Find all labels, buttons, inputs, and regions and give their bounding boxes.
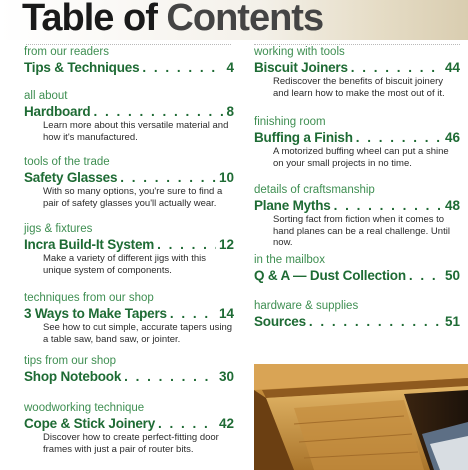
dot-leader	[334, 197, 442, 214]
toc-entry-tips[interactable]	[24, 46, 234, 76]
woodworking-photo	[254, 364, 468, 470]
entry-title[interactable]: Q & A — Dust Collection	[254, 268, 406, 283]
toc-entry-hardboard[interactable]	[24, 90, 234, 143]
entry-heading[interactable]	[254, 267, 460, 284]
toc-entry-incra[interactable]	[24, 223, 234, 276]
entry-heading[interactable]	[24, 59, 234, 76]
entry-category: tools of the trade	[24, 156, 110, 168]
entry-category: tips from our shop	[24, 355, 117, 367]
dot-leader	[158, 415, 216, 432]
dot-leader	[157, 236, 216, 253]
entry-title[interactable]: Cope & Stick Joinery	[24, 416, 156, 431]
dot-leader	[120, 169, 216, 186]
entry-page-number: 51	[444, 314, 460, 329]
toc-entry-cope-stick[interactable]	[24, 402, 234, 455]
entry-page-number: 30	[218, 369, 234, 384]
entry-title[interactable]: Plane Myths	[254, 198, 331, 213]
dot-leader	[309, 313, 442, 330]
right-column-divider	[254, 44, 460, 45]
toc-entry-safety-glasses[interactable]	[24, 156, 234, 209]
entry-category: in the mailbox	[254, 254, 325, 266]
entry-heading[interactable]	[254, 129, 460, 146]
toc-entry-biscuit-joiners[interactable]	[254, 46, 460, 99]
entry-page-number: 10	[218, 170, 234, 185]
entry-page-number: 12	[218, 237, 234, 252]
entry-description: Rediscover the benefits of biscuit joinery and learn how to make the most out of it.	[273, 76, 445, 99]
entry-heading[interactable]	[24, 103, 234, 120]
entry-page-number: 42	[218, 416, 234, 431]
left-column-divider	[26, 44, 231, 45]
entry-category: all about	[24, 90, 68, 102]
entry-category: finishing room	[254, 116, 326, 128]
dot-leader	[93, 103, 223, 120]
entry-page-number: 4	[226, 60, 234, 75]
toc-entry-tapers[interactable]	[24, 292, 234, 345]
entry-title[interactable]: Tips & Techniques	[24, 60, 140, 75]
entry-heading[interactable]	[24, 169, 234, 186]
entry-description: Make a variety of different jigs with this unique system of components.	[43, 253, 206, 276]
entry-title[interactable]: Shop Notebook	[24, 369, 122, 384]
entry-title[interactable]: 3 Ways to Make Tapers	[24, 306, 167, 321]
toc-entry-buffing[interactable]	[254, 116, 460, 169]
entry-page-number: 44	[444, 60, 460, 75]
toc-entry-q-and-a[interactable]	[254, 254, 460, 284]
entry-title[interactable]: Sources	[254, 314, 306, 329]
entry-heading[interactable]	[24, 368, 234, 385]
entry-category: hardware & supplies	[254, 300, 359, 312]
dot-leader	[170, 305, 216, 322]
entry-category: jigs & fixtures	[24, 223, 93, 235]
entry-page-number: 8	[226, 104, 234, 119]
toc-entry-sources[interactable]	[254, 300, 460, 330]
entry-page-number: 14	[218, 306, 234, 321]
entry-title[interactable]: Incra Build-It System	[24, 237, 155, 252]
dot-leader	[142, 59, 223, 76]
dot-leader	[124, 368, 216, 385]
dot-leader	[356, 129, 442, 146]
entry-description: With so many options, you're sure to find a pair of safety glasses you'll actually wear.	[43, 186, 223, 209]
title-part-1: Table of	[22, 0, 167, 39]
entry-heading[interactable]	[24, 415, 234, 432]
toc-entry-plane-myths[interactable]	[254, 184, 460, 249]
entry-category: details of craftsmanship	[254, 184, 375, 196]
entry-title[interactable]: Buffing a Finish	[254, 130, 353, 145]
entry-page-number: 48	[444, 198, 460, 213]
cabinet-door-photo	[254, 364, 468, 470]
toc-entry-shop-notebook[interactable]	[24, 355, 234, 385]
entry-page-number: 50	[444, 268, 460, 283]
entry-heading[interactable]	[254, 59, 460, 76]
entry-heading[interactable]	[24, 305, 234, 322]
entry-title[interactable]: Safety Glasses	[24, 170, 118, 185]
entry-category: woodworking technique	[24, 402, 145, 414]
entry-description: Learn more about this versatile material and how it's manufactured.	[43, 120, 229, 143]
entry-title[interactable]: Biscuit Joiners	[254, 60, 348, 75]
header-banner	[0, 0, 468, 40]
entry-heading[interactable]	[24, 236, 234, 253]
entry-heading[interactable]	[254, 197, 460, 214]
entry-category: working with tools	[254, 46, 345, 58]
entry-category: techniques from our shop	[24, 292, 154, 304]
dot-leader	[409, 267, 442, 284]
entry-heading[interactable]	[254, 313, 460, 330]
entry-description: See how to cut simple, accurate tapers using a table saw, band saw, or jointer.	[43, 322, 233, 345]
entry-description: Sorting fact from fiction when it comes to hand planes can be a real challenge. Until now.	[273, 214, 450, 248]
title-part-2: Contents	[166, 0, 324, 39]
page-title	[22, 0, 323, 40]
entry-page-number: 46	[444, 130, 460, 145]
entry-description: A motorized buffing wheel can put a shine on your small projects in no time.	[273, 146, 449, 169]
entry-category: from our readers	[24, 46, 110, 58]
entry-description: Discover how to create perfect-fitting door frames with just a pair of router bits.	[43, 432, 219, 455]
entry-title[interactable]: Hardboard	[24, 104, 91, 119]
dot-leader	[351, 59, 442, 76]
